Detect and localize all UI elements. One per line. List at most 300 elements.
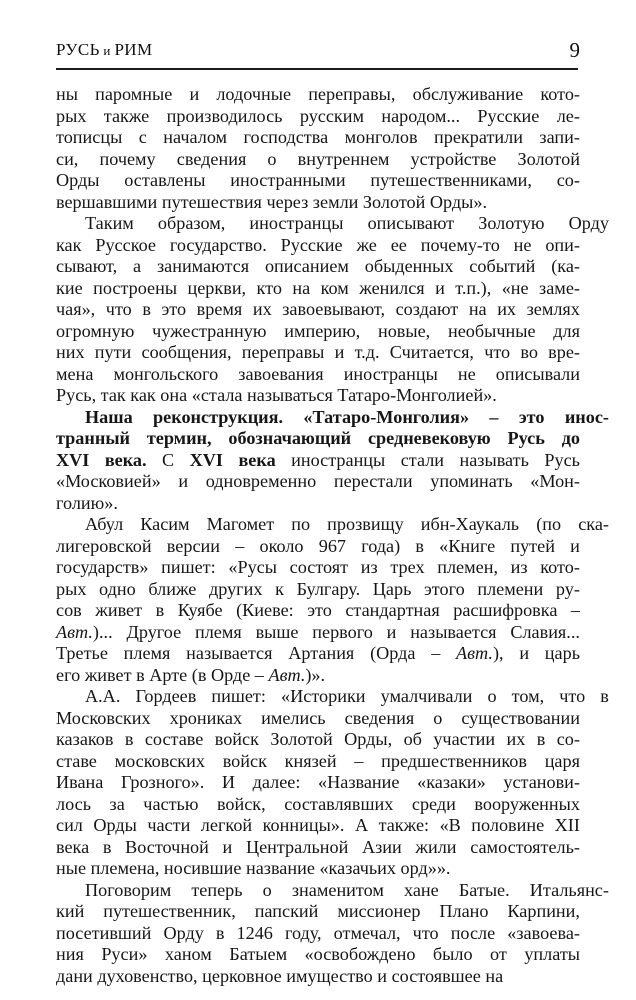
line-word: во [520, 342, 538, 362]
text-line [56, 665, 580, 687]
line-word: хане [404, 879, 439, 900]
text-line [56, 837, 580, 859]
line-word: существовании [461, 707, 580, 728]
line-word: расшифровка [453, 600, 558, 620]
body-text-block [56, 84, 609, 987]
line-word: А.А. [85, 686, 121, 706]
line-text: дани духовенство, церковное имущество и состоявшее на [56, 965, 504, 986]
line-word: Артания [288, 643, 355, 663]
text-line [56, 407, 609, 429]
line-text: Русь, так как она «стала называться Татаро-Монголией». [56, 385, 497, 405]
text-line [56, 235, 580, 257]
text-line [56, 342, 580, 364]
line-word: племени [477, 578, 544, 599]
line-word: отмечал, [333, 922, 401, 943]
italic-attribution: Авт. [456, 643, 493, 663]
line-word: транный [56, 428, 131, 448]
line-word: в [142, 299, 151, 319]
line-word: Магомет [206, 514, 275, 534]
line-word: легкой [200, 815, 253, 835]
line-word: из [360, 557, 378, 577]
line-word: и [386, 621, 397, 642]
line-word: них [56, 342, 85, 362]
paragraph-batu-carpini [56, 879, 609, 988]
line-word: Ивана [56, 772, 104, 792]
line-word: кий [56, 901, 85, 921]
text-line [56, 643, 580, 665]
line-word: вре- [548, 342, 580, 362]
line-word: Царь [372, 578, 412, 599]
text-line [56, 364, 580, 386]
page-number: 9 [569, 38, 580, 62]
line-word: века [56, 836, 90, 857]
line-word: это [518, 406, 545, 427]
text-line [56, 536, 580, 558]
text-line [56, 493, 580, 515]
line-word: началом [163, 127, 228, 147]
line-word: «не [501, 277, 529, 298]
line-word: составлявших [284, 793, 394, 814]
line-word: в [124, 729, 134, 749]
line-word: землях [526, 299, 580, 319]
text-line [56, 385, 580, 407]
line-word: трех [390, 557, 425, 577]
paragraph-ibn-hawqal [56, 514, 609, 686]
header-divider-rule [56, 68, 578, 70]
line-word: хрониках [169, 707, 243, 728]
line-word: (по [536, 514, 562, 534]
running-head [56, 40, 580, 66]
line-word: Грозного». [120, 772, 205, 792]
line-word: Орды, [344, 729, 393, 749]
line-word: «В [439, 815, 461, 835]
line-word: описывали [495, 363, 580, 384]
line-word: инос- [564, 406, 609, 427]
line-word: огромную [56, 320, 135, 341]
line-word: обыденных [364, 256, 454, 276]
line-word: стандартная [345, 600, 440, 620]
line-word: чая», [56, 299, 96, 319]
line-word: – [354, 750, 364, 771]
text-line [56, 84, 580, 106]
line-word: ны [56, 84, 78, 104]
line-word: ле- [556, 105, 580, 126]
line-word: этого [424, 578, 465, 599]
line-word: производилось [166, 105, 283, 126]
line-word: лодочные [216, 84, 292, 104]
line-word: перестали [333, 471, 413, 491]
text-line [56, 772, 580, 794]
line-word: что [484, 342, 511, 362]
line-word: упоминать [430, 471, 513, 491]
paragraph-gordeev [56, 686, 609, 880]
line-word: племен, [437, 557, 498, 577]
line-word: одно [99, 578, 136, 599]
line-word: Русские [280, 234, 343, 255]
line-word: монгольского [113, 363, 219, 384]
line-word: их [506, 729, 526, 749]
line-word: Куябе [177, 600, 223, 620]
text-line [56, 729, 580, 751]
italic-attribution: Авт. [56, 621, 93, 642]
italic-attribution: Авт. [268, 664, 306, 685]
line-word: стали [400, 449, 445, 470]
line-word: описывают [367, 213, 455, 233]
line-word: Орду [163, 922, 204, 943]
line-word: церкви, [187, 277, 247, 298]
line-word: умалчивали [380, 686, 473, 706]
line-word: предшественников [381, 750, 527, 771]
line-word: части [147, 815, 191, 835]
text-line [56, 149, 580, 171]
line-word: переправы, [308, 84, 396, 104]
line-word: и [570, 535, 580, 556]
line-word: о [433, 707, 443, 728]
line-word: не [457, 363, 476, 384]
line-word: рых [56, 105, 87, 126]
line-word: ставе [56, 750, 97, 771]
line-word: уплаты [524, 944, 580, 964]
line-word: Руси» [101, 944, 148, 964]
line-text: его живет в Арте (в Орде – Авт.)». [56, 664, 326, 685]
line-word: сообщения, [141, 342, 232, 362]
line-word: путей [510, 535, 555, 556]
line-word: Московских [56, 707, 151, 728]
line-word: Абул [85, 514, 124, 534]
line-word: иностранцы [291, 449, 386, 470]
line-word: войск [214, 729, 259, 749]
line-word: иностранными [230, 170, 346, 190]
line-word: об [403, 729, 422, 749]
line-word: И [221, 772, 236, 792]
line-text: вершавшими путешествия через земли Золотой Орды». [56, 191, 488, 212]
line-word: почему [99, 148, 156, 169]
line-word: сов [56, 600, 82, 620]
line-word: войск, [216, 793, 266, 814]
line-word: в [215, 922, 225, 943]
line-word: называть [459, 449, 529, 470]
line-word: государств» [56, 557, 149, 577]
text-line [56, 815, 580, 837]
line-word: кто [256, 277, 282, 298]
line-word: «Мон- [530, 471, 580, 491]
line-word: женился [359, 277, 425, 298]
line-word: образом, [157, 213, 226, 233]
line-word: для [553, 320, 580, 341]
text-line [56, 170, 580, 192]
line-word: «Татаро-Монголия» [303, 406, 470, 427]
line-word: составе [144, 729, 204, 749]
line-word: далее: [252, 772, 301, 792]
line-word: завоевывают, [282, 299, 386, 319]
line-word: их [497, 299, 517, 319]
line-word: что [559, 686, 586, 706]
line-word: Поговорим [85, 879, 172, 900]
line-word: опи- [545, 234, 580, 255]
line-word: как [56, 234, 82, 255]
line-word: после [450, 922, 496, 943]
line-word: господства [243, 127, 329, 147]
line-word: путешественниками, [370, 170, 532, 190]
line-word: ханом [164, 944, 212, 964]
line-word: сил [56, 815, 83, 835]
line-word: путешественник, [103, 901, 236, 921]
running-head-title-part-2: РИМ [114, 40, 153, 59]
line-word: других [208, 578, 263, 599]
line-word: в [102, 836, 112, 857]
line-word: что [105, 299, 132, 319]
line-word: казаков [56, 729, 114, 749]
line-word: создают [395, 299, 459, 319]
line-word: же [356, 234, 377, 255]
text-line [56, 299, 580, 321]
line-word: также: [378, 815, 430, 835]
text-line [56, 127, 580, 149]
line-word: (Киеве: [236, 600, 294, 620]
line-word: к [275, 578, 284, 599]
line-word: на [468, 299, 487, 319]
line-word: первого [312, 621, 373, 642]
line-word: завоевания [238, 363, 324, 384]
line-word: на [292, 277, 311, 298]
text-line [56, 751, 580, 773]
line-word: до [561, 428, 580, 448]
text-line [56, 579, 580, 601]
line-word: ближе [148, 578, 197, 599]
line-word: иностранцы [343, 363, 438, 384]
line-word: термин, [146, 428, 212, 448]
line-word: событий [469, 256, 536, 276]
line-word: Булгару. [296, 578, 361, 599]
line-word: о [267, 148, 277, 169]
line-word: реконструкция. [153, 406, 284, 427]
line-word: ска- [578, 514, 609, 534]
line-word: Центральной [245, 836, 349, 857]
line-word: года) [361, 535, 401, 556]
line-word: с [138, 127, 147, 147]
line-word: новые, [377, 320, 431, 341]
line-word: Итальянс- [529, 879, 609, 900]
text-line [56, 450, 580, 472]
line-word: Батые. [458, 879, 510, 900]
line-word: лось [56, 793, 91, 814]
line-word: царя [544, 750, 580, 771]
line-word: племя [195, 621, 242, 642]
line-word: «освобождено [304, 944, 416, 964]
line-word: князей [284, 750, 337, 771]
line-word: половине [471, 815, 545, 835]
line-word: и [519, 643, 530, 663]
line-word: – [489, 406, 499, 427]
line-word: паромные [95, 84, 173, 104]
line-text: голию». [56, 492, 118, 513]
line-word: и [178, 471, 189, 491]
line-word: устройстве [410, 148, 497, 169]
line-word: Восточной [125, 836, 209, 857]
line-word: (ка- [551, 256, 580, 276]
line-word: их [252, 299, 272, 319]
line-word: века [238, 449, 276, 470]
line-word: почему-то [420, 234, 500, 255]
line-word: это [307, 600, 332, 620]
text-line [56, 880, 609, 902]
line-word: по [291, 514, 311, 534]
line-word: запи- [539, 127, 580, 147]
running-head-title-conjunction: и [99, 43, 115, 58]
line-word: народом... [381, 105, 460, 126]
line-word: – [431, 643, 441, 663]
line-word: Золотой [517, 148, 580, 169]
line-word: имелись [261, 707, 326, 728]
text-line [56, 557, 580, 579]
line-word: сывают, [56, 256, 118, 276]
text-line [56, 213, 609, 235]
line-word: внутреннем [297, 148, 390, 169]
line-word: государство. [169, 234, 267, 255]
line-word: переправы [241, 342, 325, 362]
line-word: лигеровской [56, 535, 152, 556]
text-line [56, 256, 580, 278]
line-word: обслуживание [412, 84, 524, 104]
line-word: миссионер [337, 901, 421, 921]
text-line [56, 686, 609, 708]
line-word: за [109, 793, 125, 814]
line-word: это [161, 299, 187, 319]
line-word: папский [254, 901, 319, 921]
line-word: ее [390, 234, 407, 255]
line-word: века. [104, 449, 147, 470]
line-word: называется [410, 621, 497, 642]
line-word: установи- [503, 772, 580, 792]
line-word: Гордеев [135, 686, 197, 706]
line-word: построены [93, 277, 178, 298]
line-word: средневековую [367, 428, 491, 448]
line-word: версии [166, 535, 220, 556]
line-word: живет [95, 600, 143, 620]
line-word: ибн-Хаукаль [420, 514, 520, 534]
text-line [56, 514, 609, 536]
line-word: о [487, 686, 497, 706]
line-word: иностранцы [249, 213, 344, 233]
paragraph-thus-foreigners [56, 213, 609, 407]
line-word: Батыем [229, 944, 288, 964]
line-word: в [536, 729, 546, 749]
line-word: Наша [85, 406, 133, 427]
text-line [56, 858, 580, 880]
line-word: «Московией» [56, 471, 161, 491]
line-word: пишет: [211, 686, 266, 706]
line-word: около [259, 535, 304, 556]
line-word: рых [56, 578, 87, 599]
line-word: чужестранную [152, 320, 267, 341]
line-word: Русское [95, 234, 156, 255]
line-word: выше [255, 621, 299, 642]
line-word: ком [320, 277, 349, 298]
line-word: сведения [344, 707, 415, 728]
line-word: в [600, 686, 609, 706]
line-word: Считается, [389, 342, 474, 362]
line-word: обозначающий [228, 428, 352, 448]
line-word: также [103, 105, 150, 126]
line-word: (Орда [370, 643, 416, 663]
line-word: ния [56, 944, 84, 964]
line-word: Славия... [510, 621, 580, 642]
line-word: состоят [289, 557, 349, 577]
line-word: – [570, 600, 580, 620]
line-word: заме- [539, 277, 580, 298]
line-word: «Историки [281, 686, 366, 706]
line-word: XVI [56, 449, 90, 470]
line-word: вооруженных [474, 793, 580, 814]
line-word: войск [222, 750, 267, 771]
line-word: участии [433, 729, 496, 749]
line-word: описанием [264, 256, 349, 276]
line-word: Плано [439, 901, 489, 921]
line-word: «казаки» [417, 772, 486, 792]
line-word: «Название [318, 772, 400, 792]
line-word: со- [556, 729, 580, 749]
text-line [56, 794, 580, 816]
paragraph-our-reconstruction [56, 406, 609, 515]
line-word: в [155, 600, 165, 620]
text-line [56, 192, 580, 214]
line-word: пути [94, 342, 132, 362]
line-word: конницы». [262, 815, 345, 835]
line-word: году, [284, 922, 322, 943]
line-word: царь [544, 643, 580, 663]
line-word: том, [511, 686, 545, 706]
line-word: Золотой [270, 729, 333, 749]
line-word: «Книге [439, 535, 496, 556]
text-line [56, 944, 580, 966]
line-word: и [334, 342, 345, 362]
line-word: теперь [191, 879, 243, 900]
text-line [56, 966, 580, 988]
line-word: Авт.)... [56, 621, 113, 642]
running-head-title-part-1: РУСЬ [56, 40, 100, 59]
line-word: А [354, 815, 369, 835]
line-word: «Русы [228, 557, 277, 577]
line-word: XII [554, 815, 580, 835]
text-line [56, 321, 580, 343]
text-line [56, 106, 580, 128]
text-line [56, 428, 580, 450]
line-word: Другое [126, 621, 182, 642]
line-word: Третье [56, 643, 108, 663]
line-word: кото- [540, 557, 580, 577]
line-word: Таким [85, 213, 134, 233]
line-word: в [415, 535, 424, 556]
line-word: Касим [140, 514, 190, 534]
line-word: не [513, 234, 532, 255]
line-word: С [162, 449, 175, 470]
line-word: московских [114, 750, 205, 771]
line-word: Орды [93, 815, 137, 835]
line-word: и [189, 84, 200, 104]
text-line [56, 622, 580, 644]
line-word: 1246 [236, 922, 273, 943]
line-word: мена [56, 363, 94, 384]
line-word: о [262, 879, 272, 900]
text-line [56, 901, 580, 923]
line-word: Русь [507, 428, 545, 448]
line-word: Русь [544, 449, 580, 470]
line-word: Азии [361, 836, 402, 857]
line-word: жили [415, 836, 457, 857]
text-line [56, 708, 580, 730]
line-word: кото- [540, 84, 580, 104]
line-word: Карпини, [507, 901, 580, 921]
